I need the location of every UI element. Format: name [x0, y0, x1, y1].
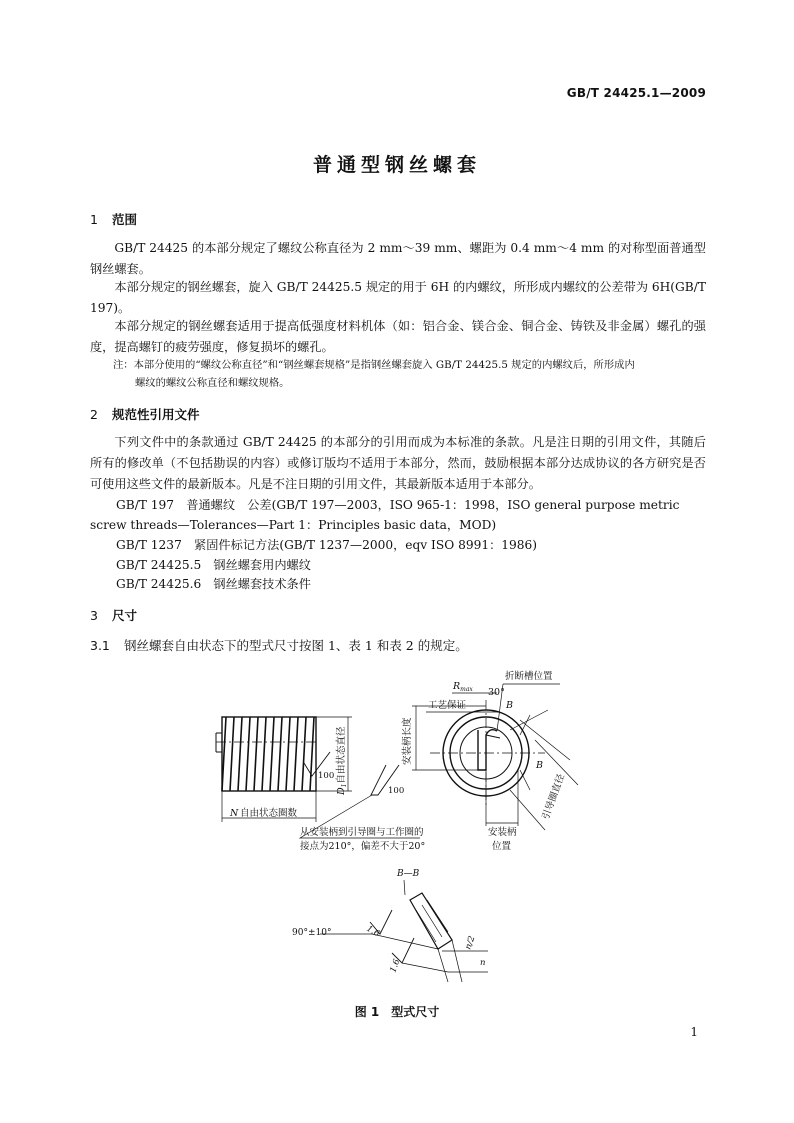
label-tang-position-2: 位置	[492, 841, 512, 852]
section-1-para-3: 本部分规定的钢丝螺套适用于提高低强度材料机体（如：铝合金、镁合金、铜合金、铸铁及非金属）螺孔的强度，提高螺钉的疲劳强度，修复损坏的螺孔。	[90, 319, 706, 354]
reference-gbt1237: GB/T 1237 紧固件标记方法(GB/T 1237—2000，eqv ISO 8991：1986)	[116, 538, 538, 552]
label-n: N	[230, 808, 239, 819]
label-angle-90: 90°±10°	[292, 928, 332, 938]
label-free-turns: 自由状态圈数	[240, 808, 298, 819]
section-bb-view	[320, 880, 488, 982]
section-1-para-1: GB/T 24425 的本部分规定了螺纹公称直径为 2 mm～39 mm、螺距为 0.4 mm～4 mm 的对称型面普通型钢丝螺套。	[90, 241, 706, 276]
note-line-1: 注：本部分使用的“螺纹公称直径”和“钢丝螺套规格”是指钢丝螺套旋入 GB/T 24425.5 规定的内螺纹后，所形成内	[112, 359, 635, 371]
page-number: 1	[690, 1025, 698, 1039]
reference-gbt197-line-1: GB/T 197 普通螺纹 公差(GB/T 197—2003，ISO 965-1：1998，ISO general purpose metric	[116, 498, 680, 512]
label-tang-length: 安装柄长度	[402, 717, 413, 765]
label-n-half: n/2	[463, 934, 478, 952]
label-section-b-right: B	[536, 760, 543, 771]
document-title: 普通型钢丝螺套	[312, 154, 481, 176]
subsection-number: 3.1	[90, 638, 110, 653]
section-number: 3	[90, 608, 98, 623]
section-2-para-1: 下列文件中的条款通过 GB/T 24425 的本部分的引用而成为本标准的条款。凡是注日期的引用文件，其随后所有的修改单（不包括勘误的内容）或修订版均不适用于本部分，然而，鼓励根据本部分达成协议的各方研究是否可使用这些文件的最新版本。凡是不注日期的引用文件，其最新版本适用于本部分。	[90, 435, 706, 491]
label-d1-free-diameter: $D_1$自由状态直径	[336, 726, 348, 795]
label-roughness-100-a: 100	[318, 771, 335, 781]
caption-number: 图 1	[354, 1005, 380, 1019]
section-number: 2	[90, 407, 98, 422]
label-section-bb: B—B	[397, 869, 420, 879]
label-section-b-top: B	[506, 700, 513, 711]
reference-gbt197-line-2: screw threads—Tolerances—Part 1：Principles basic data，MOD)	[90, 518, 497, 532]
section-title: 规范性引用文件	[112, 407, 200, 422]
figure-1-caption	[0, 1003, 794, 1020]
label-roughness-1-6-a: 1.6	[364, 923, 382, 940]
coil-side-view	[216, 717, 352, 822]
reference-gbt24425-6: GB/T 24425.6 钢丝螺套技术条件	[116, 577, 311, 591]
label-break-notch: 折断槽位置	[505, 671, 553, 682]
label-guide-diameter: 引导圈直径	[540, 772, 568, 822]
standard-code: GB/T 24425.1—2009	[566, 86, 706, 100]
label-roughness-1-6-b: 1.6	[388, 957, 403, 975]
section-title: 尺寸	[112, 608, 138, 623]
subsection-text: 钢丝螺套自由状态下的型式尺寸按图 1、表 1 和表 2 的规定。	[124, 638, 468, 653]
label-n-small: n	[480, 958, 486, 968]
reference-gbt24425-5: GB/T 24425.5 钢丝螺套用内螺纹	[116, 558, 311, 572]
label-rmax: $R_{max}$	[453, 681, 473, 693]
label-from-tang-line-2: 接点为210°，偏差不大于20°	[300, 841, 426, 852]
label-tang-position-1: 安装柄	[488, 827, 517, 838]
section-title: 范围	[112, 212, 138, 227]
note-line-2: 螺纹的螺纹公称直径和螺纹规格。	[134, 376, 290, 389]
label-from-tang-line-1: 从安装柄到引导圈与工作圈的	[300, 827, 424, 838]
section-number: 1	[90, 212, 98, 227]
section-1-para-2: 本部分规定的钢丝螺套，旋入 GB/T 24425.5 规定的用于 6H 的内螺纹，所形成内螺纹的公差带为 6H(GB/T 197)。	[90, 280, 706, 315]
caption-text: 型式尺寸	[391, 1005, 440, 1019]
label-process-guarantee: 工艺保证	[428, 700, 467, 711]
label-roughness-100-b: 100	[388, 786, 405, 796]
label-30-degree: 30°	[488, 687, 505, 698]
